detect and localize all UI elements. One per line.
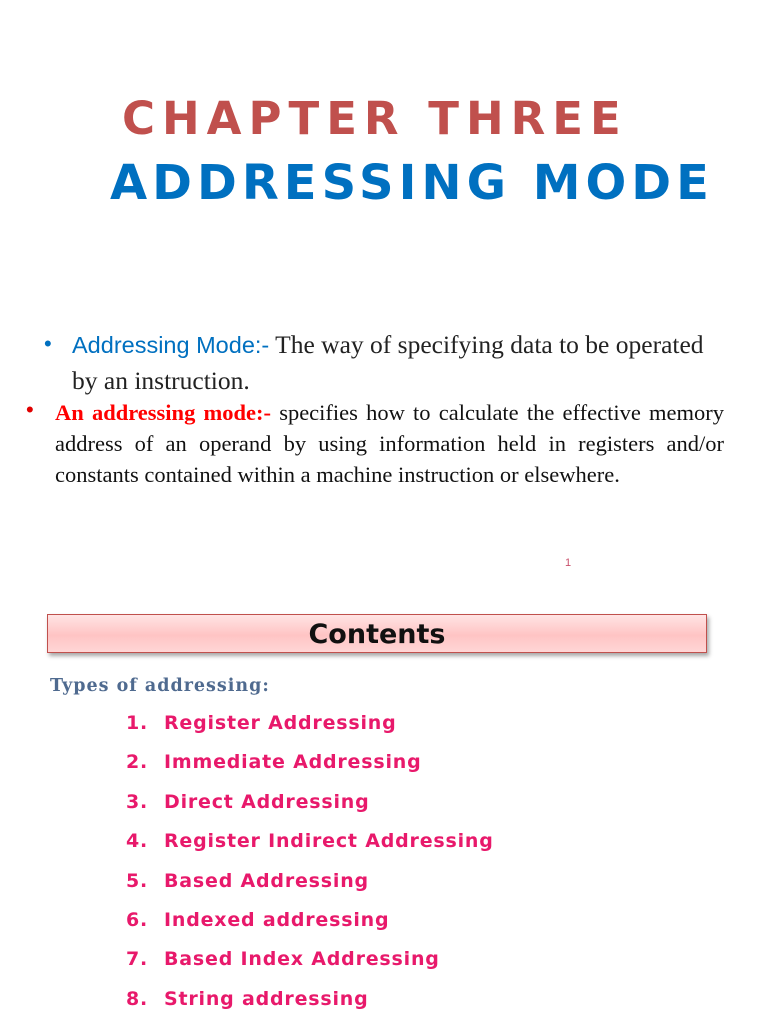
bullet-term: Addressing Mode:-: [72, 332, 270, 358]
contents-heading-box: [47, 614, 707, 653]
list-item-label: Based Index Addressing: [164, 948, 440, 971]
list-item-number: 7.: [126, 948, 149, 971]
list-item-label: Based Addressing: [164, 869, 369, 892]
list-item-label: Direct Addressing: [164, 790, 370, 813]
bullet-dot-icon: •: [44, 331, 52, 356]
page-number: 1: [565, 557, 572, 569]
list-item-number: 2.: [126, 751, 149, 774]
list-item-number: 1.: [126, 712, 149, 734]
list-item-label: Immediate Addressing: [164, 751, 422, 774]
list-item: [126, 909, 494, 948]
list-item-number: 3.: [126, 790, 149, 813]
bullet-definition: specifies how to calculate the effective memory address of an operand by using information held in registers and/or constants contained within a machine instruction or elsewhere.: [55, 400, 724, 487]
list-item-number: 5.: [126, 869, 149, 892]
list-item-label: Register Addressing: [164, 712, 397, 734]
list-item: [126, 870, 494, 909]
chapter-title: CHAPTER THREE: [122, 92, 628, 145]
bullet-definition: The way of specifying data to be operated by an instruction.: [72, 330, 704, 395]
bullet-text: [55, 397, 724, 490]
list-item: [126, 830, 494, 869]
bullet-text: [72, 327, 724, 399]
bullet-an-addressing-mode: [26, 397, 724, 490]
list-item-label: Indexed addressing: [164, 908, 390, 931]
list-item: [126, 712, 494, 751]
list-item-number: 4.: [126, 830, 149, 853]
types-subheading: Types of addressing:: [50, 676, 270, 696]
list-item: [126, 948, 494, 987]
bullet-addressing-mode: [44, 327, 724, 399]
list-item-number: 8.: [126, 987, 149, 1010]
list-item-number: 6.: [126, 908, 149, 931]
list-item: [126, 791, 494, 830]
bullet-term: An addressing mode:-: [55, 400, 271, 425]
contents-heading: Contents: [308, 619, 446, 650]
list-item: [126, 988, 494, 1027]
list-item-label: String addressing: [164, 987, 369, 1010]
addressing-types-list: [126, 712, 494, 1027]
slide-title: ADDRESSING MODE: [110, 155, 714, 211]
list-item: [126, 751, 494, 790]
list-item-label: Register Indirect Addressing: [164, 830, 494, 853]
bullet-dot-icon: •: [26, 397, 34, 422]
